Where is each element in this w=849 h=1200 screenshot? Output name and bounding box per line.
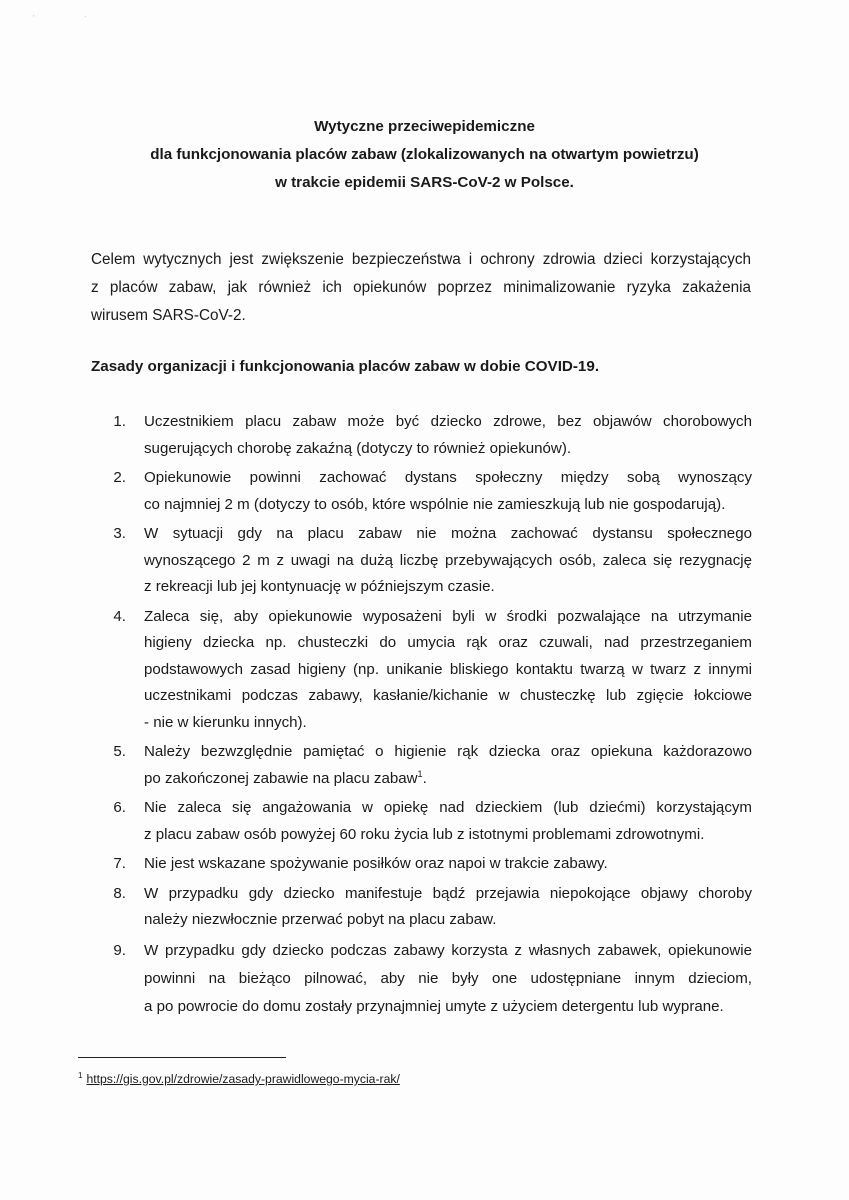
intro-paragraph (91, 246, 751, 330)
intro-line: wirusem SARS-CoV-2. (91, 307, 246, 324)
list-item (100, 521, 752, 601)
footnote-mark: 1 (78, 1071, 83, 1080)
document-title-line-3: w trakcie epidemii SARS-CoV-2 w Polsce. (275, 174, 574, 191)
list-item-line: powinni na bieżąco pilnować, aby nie były one udostępniane innym dzieciom, (144, 969, 752, 987)
list-item-number: 7. (113, 855, 126, 872)
list-item-line: należy niezwłocznie przerwać pobyt na placu zabaw. (144, 911, 497, 928)
list-item-line: sugerujących chorobę zakaźną (dotyczy to również opiekunów). (144, 439, 572, 457)
list-item-line: podstawowych zasad higieny (np. unikanie bliskiego kontaktu twarzą w twarz z innymi (144, 660, 752, 678)
list-item (100, 881, 752, 934)
list-item-number: 3. (113, 525, 126, 542)
list-item-line: Zaleca się, aby opiekunowie wyposażeni byli w środki pozwalające na utrzymanie (144, 607, 752, 625)
list-item (100, 937, 752, 1021)
intro-line: Celem wytycznych jest zwiększenie bezpieczeństwa i ochrony zdrowia dzieci korzystających (91, 251, 751, 268)
list-item-line: z rekreacji lub jej kontynuację w późniejszym czasie. (144, 578, 495, 595)
list-item-line: uczestnikami podczas zabawy, kasłanie/kichanie w chusteczkę lub zgięcie łokciowe (144, 687, 752, 704)
list-item-number: 6. (113, 799, 126, 816)
list-item-number: 8. (113, 884, 126, 902)
list-item-line: co najmniej 2 m (dotyczy to osób, które wspólnie nie zamieszkują lub nie gospodarują). (144, 495, 726, 513)
intro-line: z placów zabaw, jak również ich opiekunów poprzez minimalizowanie ryzyka zakażenia (91, 279, 751, 296)
list-item-line: Opiekunowie powinni zachować dystans społeczny między sobą wynoszący (144, 469, 752, 486)
list-item (100, 739, 752, 792)
scan-artifact: · (84, 12, 87, 21)
document-title-line-2: dla funkcjonowania placów zabaw (zlokalizowanych na otwartym powietrzu) (150, 146, 699, 163)
list-item-number: 1. (113, 413, 126, 430)
list-item-line: Należy bezwzględnie pamiętać o higienie rąk dziecka oraz opiekuna każdorazowo (144, 743, 752, 760)
list-item-line: W przypadku gdy dziecko manifestuje bądź przejawia niepokojące objawy choroby (144, 884, 752, 902)
list-item-line: z placu zabaw osób powyżej 60 roku życia lub z istotnymi problemami zdrowotnymi. (144, 825, 705, 843)
list-item-number: 4. (113, 607, 126, 625)
list-item-line: wynoszącego 2 m z uwagi na dużą liczbę przebywających osób, zaleca się rezygnację (144, 551, 752, 569)
list-item (100, 465, 752, 518)
list-item-number: 9. (113, 941, 126, 959)
footnote (78, 1068, 400, 1087)
scan-artifact: ' (33, 14, 35, 23)
list-item-line: po zakończonej zabawie na placu zabaw$^1$. (144, 768, 427, 787)
list-item (100, 851, 752, 878)
list-item (100, 795, 752, 848)
list-item-line-text: po zakończonej zabawie na placu zabaw (144, 769, 418, 787)
list-item (100, 604, 752, 737)
section-heading: Zasady organizacji i funkcjonowania placów zabaw w dobie COVID-19. (91, 358, 600, 375)
footnote-reference[interactable]: 1 (417, 768, 423, 779)
rules-list (100, 409, 752, 1021)
list-item-number: 2. (113, 469, 126, 486)
list-item-line: W sytuacji gdy na placu zabaw nie można zachować dystansu społecznego (144, 525, 752, 542)
list-item-line: W przypadku gdy dziecko podczas zabawy korzysta z własnych zabawek, opiekunowie (144, 941, 752, 959)
list-item-number: 5. (113, 743, 126, 760)
document-title-line-1: Wytyczne przeciwepidemiczne (314, 118, 535, 135)
list-item-line: Nie jest wskazane spożywanie posiłków oraz napoi w trakcie zabawy. (144, 855, 608, 872)
list-item-line: - nie w kierunku innych). (144, 713, 307, 731)
list-item (100, 409, 752, 462)
footnote-divider (78, 1057, 286, 1058)
list-item-line: a po powrocie do domu zostały przynajmniej umyte z użyciem detergentu lub wyprane. (144, 997, 724, 1015)
footnote-link[interactable]: https://gis.gov.pl/zdrowie/zasady-prawidlowego-mycia-rak/ (86, 1072, 400, 1087)
list-item-line: Uczestnikiem placu zabaw może być dziecko zdrowe, bez objawów chorobowych (144, 413, 752, 430)
list-item-line: higieny dziecka np. chusteczki do umycia rąk oraz czuwali, nad przestrzeganiem (144, 634, 752, 651)
list-item-line: Nie zaleca się angażowania w opiekę nad dzieckiem (lub dziećmi) korzystającym (144, 799, 752, 816)
